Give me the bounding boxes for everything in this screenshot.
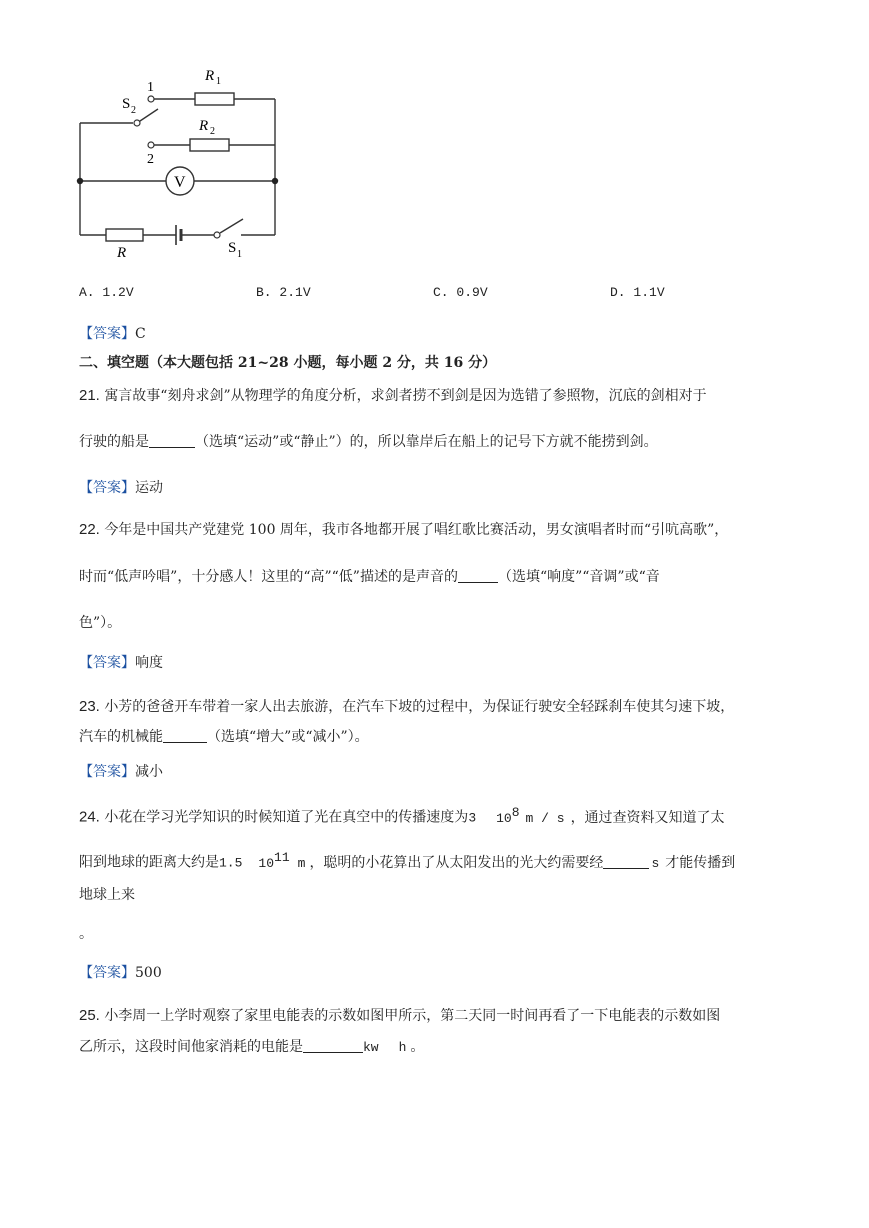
q24-text-c: 阳到地球的距离大约是 [79,854,219,871]
answer-value: C [135,326,146,342]
option-c-text: 0.9V [456,285,488,300]
q24-line4: 。 [79,926,93,942]
terminal-1 [148,96,154,102]
voltmeter-label: V [174,174,186,191]
answer-value: 运动 [135,480,163,496]
q22-line2 [79,566,660,586]
answer-tag: 【答案】 [79,764,135,780]
q21-answer [79,477,163,497]
q23-line1 [79,696,734,716]
option-d-letter: D. [610,285,626,300]
energy-unit-a: kw [363,1040,379,1055]
option-b-letter: B. [256,285,272,300]
q22-text-pre: 时而“低声吟唱”，十分感人！这里的“高”“低”描述的是声音的 [79,569,458,585]
answer-value: 500 [135,965,162,981]
q25-text-end: 。 [410,1039,425,1055]
distance-unit: m [297,855,306,871]
r2-subscript: 2 [210,126,215,137]
q24-line1 [79,805,725,827]
q22-blank [458,568,498,583]
q25-text: 小李周一上学时观察了家里电能表的示数如图甲所示，第二天同一时间再看了一下电能表的示数如图 [104,1008,721,1024]
answer-value: 减小 [135,764,163,780]
r2-label: R [199,118,209,134]
s1-terminal [214,232,220,238]
option-a-text: 1.2V [102,285,134,300]
speed-coefficient: 3 [468,810,477,826]
option-b [256,285,311,300]
q21-text: 寓言故事“刻舟求剑”从物理学的角度分析，求剑者捞不到剑是因为选错了参照物，沉底的剑相对于 [104,388,707,404]
distance-coefficient: 1.5 [219,855,243,871]
q23-line2 [79,726,369,746]
q21-line1 [79,385,707,405]
question-number: 22. [79,521,100,538]
time-unit: s [651,855,660,871]
energy-unit-b: h [398,1040,407,1055]
q25-line1 [79,1005,720,1025]
q21-text-pre: 行驶的船是 [79,434,149,450]
q22-text: 今年是中国共产党建党 100 周年，我市各地都开展了唱红歌比赛活动，男女演唱者时而“引吭高歌”， [104,522,729,538]
circuit-diagram [0,0,320,275]
q21-text-post: （选填“运动”或“静止”）的，所以靠岸后在船上的记号下方就不能捞到剑。 [195,434,658,450]
s2-subscript: 2 [131,105,136,116]
q24-answer [79,962,162,982]
q21-blank [149,433,195,448]
s1-subscript: 1 [237,249,242,260]
question-number: 23. [79,698,100,715]
option-d-text: 1.1V [633,285,665,300]
q22-text-post: （选填“响度”“音调”或“音 [497,569,660,585]
terminal-2-label: 2 [147,152,154,167]
r1-subscript: 1 [216,76,221,87]
q24-text-e: 才能传播到 [665,854,736,871]
q23-answer [79,761,163,781]
q24-text-d: ，聪明的小花算出了从太阳发出的光大约需要经 [309,854,604,871]
answer-tag: 【答案】 [79,480,135,496]
q23-blank [163,728,207,743]
junction-right [272,178,278,184]
q24-text-a: 小花在学习光学知识的时候知道了光在真空中的传播速度为 [104,809,469,826]
answer-value: 响度 [135,655,163,671]
q23-text-pre: 汽车的机械能 [79,729,163,745]
distance-base: 10 [258,855,275,871]
q22-line1 [79,519,728,539]
q25-line2 [79,1036,424,1056]
section-heading: 二、填空题（本大题包括 21~28 小题，每小题 2 分，共 16 分） [79,355,497,371]
speed-unit: m / s [525,810,565,826]
q25-text-pre: 乙所示，这段时间他家消耗的电能是 [79,1039,303,1055]
terminal-2 [148,142,154,148]
option-a [79,285,134,300]
q22-answer [79,652,163,672]
answer-tag: 【答案】 [79,965,135,981]
option-a-letter: A. [79,285,95,300]
q22-line3: 色”）。 [79,615,122,631]
question-number: 21. [79,387,100,404]
q23-text-post: （选填“增大”或“减小”）。 [207,729,369,745]
option-c [433,285,488,300]
option-d [610,285,665,300]
option-c-letter: C. [433,285,449,300]
q24-text-b: ，通过查资料又知道了太 [570,809,725,826]
q20-answer [79,323,146,343]
q24-line3: 地球上来 [79,887,135,903]
q25-blank [303,1038,363,1053]
q24-blank [603,854,649,869]
s1-label: S [228,240,237,256]
question-number: 25. [79,1007,100,1024]
distance-exponent: 11 [274,850,290,865]
question-number: 24. [79,808,100,826]
s2-pivot-terminal [134,120,140,126]
q21-line2 [79,431,658,451]
speed-base: 10 [496,810,512,826]
r1-label: R [205,68,215,84]
junction-left [77,178,83,184]
speed-exponent: 8 [511,805,520,820]
q24-line2 [79,850,735,872]
terminal-1-label: 1 [147,80,154,95]
r-label: R [117,245,127,261]
option-b-text: 2.1V [279,285,311,300]
q23-text: 小芳的爸爸开车带着一家人出去旅游，在汽车下坡的过程中，为保证行驶安全轻踩刹车使其匀速下坡， [104,699,735,715]
answer-tag: 【答案】 [79,655,135,671]
s2-label: S [122,96,131,112]
answer-tag: 【答案】 [79,326,135,342]
